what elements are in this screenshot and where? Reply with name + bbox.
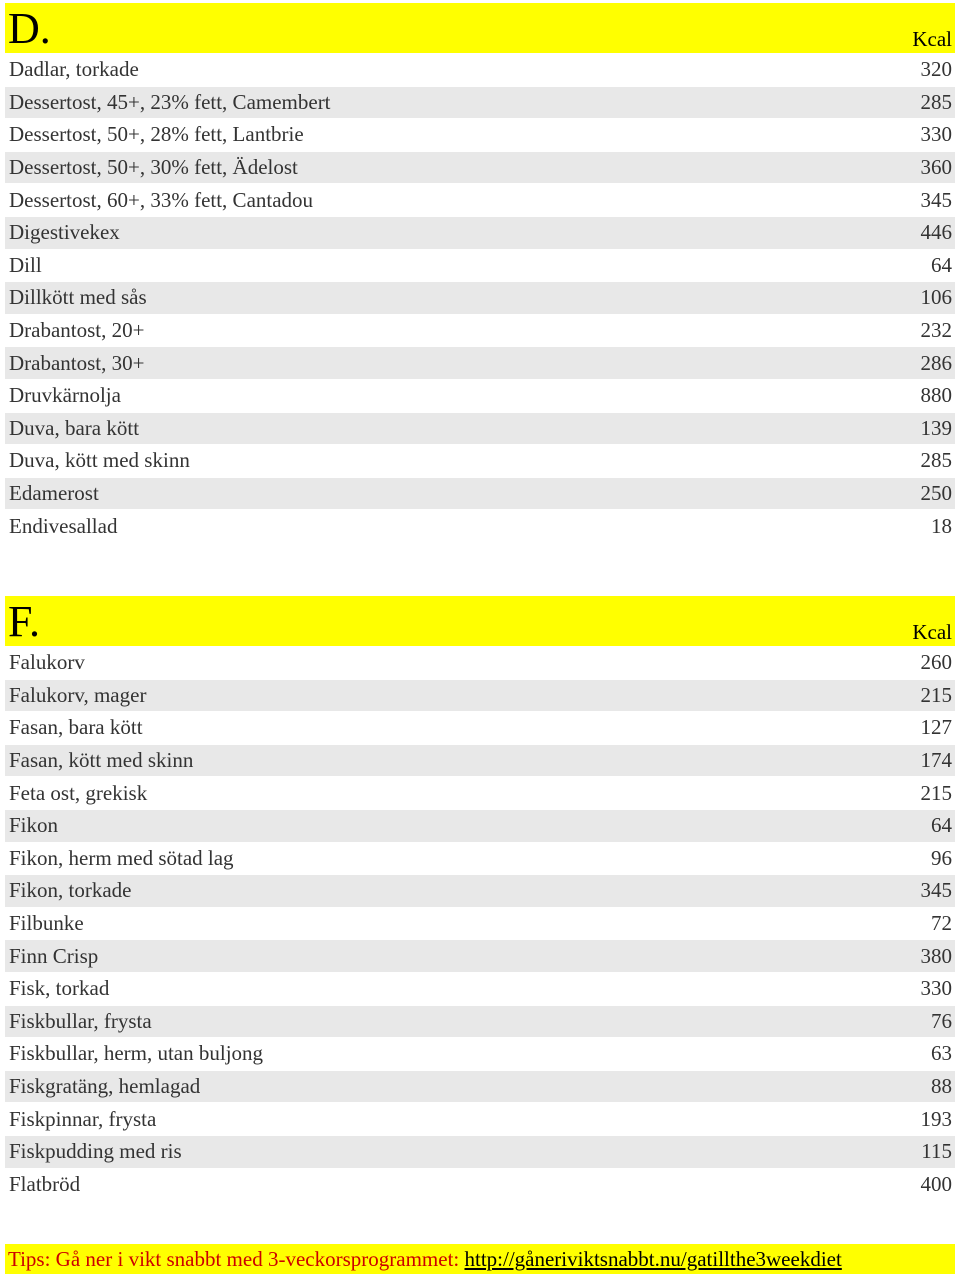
food-kcal: 115 [921, 1139, 952, 1164]
food-kcal: 18 [931, 513, 952, 538]
food-kcal: 330 [920, 122, 952, 147]
food-name: Flatbröd [9, 1171, 81, 1196]
food-name: Dessertost, 50+, 28% fett, Lantbrie [9, 122, 304, 147]
food-row [5, 1136, 955, 1168]
food-name: Feta ost, grekisk [9, 780, 148, 805]
food-kcal: 380 [920, 943, 952, 968]
food-kcal: 76 [931, 1008, 952, 1033]
food-row [5, 1006, 955, 1038]
food-name: Drabantost, 20+ [9, 318, 145, 343]
food-kcal: 286 [920, 350, 952, 375]
food-row [5, 843, 955, 875]
food-name: Fiskbullar, frysta [9, 1008, 152, 1033]
food-name: Dill [9, 252, 42, 277]
food-name: Druvkärnolja [9, 383, 121, 408]
food-name: Edamerost [9, 481, 99, 506]
food-row [5, 347, 955, 379]
food-name: Dessertost, 50+, 30% fett, Ädelost [9, 155, 298, 180]
food-name: Duva, kött med skinn [9, 448, 190, 473]
section-header [5, 596, 955, 646]
food-name: Falukorv [9, 650, 85, 675]
food-kcal: 215 [920, 780, 952, 805]
food-row [5, 647, 955, 679]
section-d [5, 3, 955, 543]
food-name: Filbunke [9, 911, 84, 936]
food-kcal: 330 [920, 976, 952, 1001]
food-row [5, 152, 955, 184]
food-kcal: 72 [931, 911, 952, 936]
food-name: Fasan, kött med skinn [9, 748, 194, 773]
food-name: Fiskpudding med ris [9, 1139, 182, 1164]
food-name: Fikon [9, 813, 59, 838]
food-name: Dillkött med sås [9, 285, 147, 310]
food-row [5, 1038, 955, 1070]
food-kcal: 215 [920, 682, 952, 707]
food-row [5, 1071, 955, 1103]
food-row [5, 973, 955, 1005]
section-letter: D. [8, 4, 51, 53]
food-kcal: 345 [920, 878, 952, 903]
food-kcal: 174 [920, 748, 952, 773]
food-name: Fiskpinnar, frysta [9, 1106, 157, 1131]
food-row [5, 413, 955, 445]
tips-text: Tips: Gå ner i vikt snabbt med 3-veckorsprogrammet: [8, 1247, 465, 1271]
food-kcal: 139 [920, 415, 952, 440]
food-row [5, 87, 955, 119]
food-name: Dessertost, 60+, 33% fett, Cantadou [9, 187, 314, 212]
food-kcal: 360 [920, 155, 952, 180]
food-name: Fiskgratäng, hemlagad [9, 1074, 201, 1099]
food-kcal: 250 [920, 481, 952, 506]
food-row [5, 680, 955, 712]
food-name: Duva, bara kött [9, 415, 140, 440]
food-name: Digestivekex [9, 220, 120, 245]
food-name: Dessertost, 45+, 23% fett, Camembert [9, 89, 331, 114]
food-kcal: 96 [931, 845, 952, 870]
food-row [5, 250, 955, 282]
food-kcal: 345 [920, 187, 952, 212]
food-kcal: 127 [920, 715, 952, 740]
food-kcal: 63 [931, 1041, 952, 1066]
food-kcal: 285 [920, 89, 952, 114]
food-kcal: 320 [920, 57, 952, 82]
food-row [5, 810, 955, 842]
food-row [5, 1103, 955, 1135]
food-row [5, 282, 955, 314]
food-name: Fikon, herm med sötad lag [9, 845, 234, 870]
food-row [5, 445, 955, 477]
food-row [5, 54, 955, 86]
food-kcal: 88 [931, 1074, 952, 1099]
food-name: Fikon, torkade [9, 878, 132, 903]
food-kcal: 880 [920, 383, 952, 408]
food-kcal: 106 [920, 285, 952, 310]
food-kcal: 446 [920, 220, 952, 245]
food-row [5, 119, 955, 151]
food-row [5, 1169, 955, 1201]
food-name: Drabantost, 30+ [9, 350, 145, 375]
food-kcal: 193 [920, 1106, 952, 1131]
food-list [5, 647, 955, 1200]
food-kcal: 64 [931, 813, 952, 838]
section-f [5, 596, 955, 1201]
food-name: Falukorv, mager [9, 682, 147, 707]
food-row [5, 478, 955, 510]
kcal-column-header: Kcal [912, 27, 952, 51]
food-row [5, 777, 955, 809]
food-row [5, 184, 955, 216]
tips-banner [5, 1244, 955, 1274]
food-row [5, 315, 955, 347]
kcal-column-header: Kcal [912, 620, 952, 644]
food-row [5, 908, 955, 940]
section-header [5, 3, 955, 53]
food-name: Fiskbullar, herm, utan buljong [9, 1041, 264, 1066]
food-name: Fisk, torkad [9, 976, 110, 1001]
food-name: Endivesallad [9, 513, 118, 538]
food-kcal: 232 [920, 318, 952, 343]
food-row [5, 940, 955, 972]
food-row [5, 745, 955, 777]
food-row [5, 380, 955, 412]
food-row [5, 217, 955, 249]
food-kcal: 400 [920, 1171, 952, 1196]
food-kcal: 285 [920, 448, 952, 473]
food-name: Fasan, bara kött [9, 715, 143, 740]
food-name: Finn Crisp [9, 943, 99, 968]
food-kcal: 260 [920, 650, 952, 675]
section-letter: F. [8, 597, 40, 646]
food-row [5, 712, 955, 744]
tips-link[interactable]: http://gåneriviktsnabbt.nu/gatillthe3weekdiet [464, 1247, 842, 1271]
food-kcal: 64 [931, 252, 952, 277]
food-list [5, 54, 955, 542]
food-name: Dadlar, torkade [9, 57, 139, 82]
food-row [5, 510, 955, 542]
food-row [5, 875, 955, 907]
